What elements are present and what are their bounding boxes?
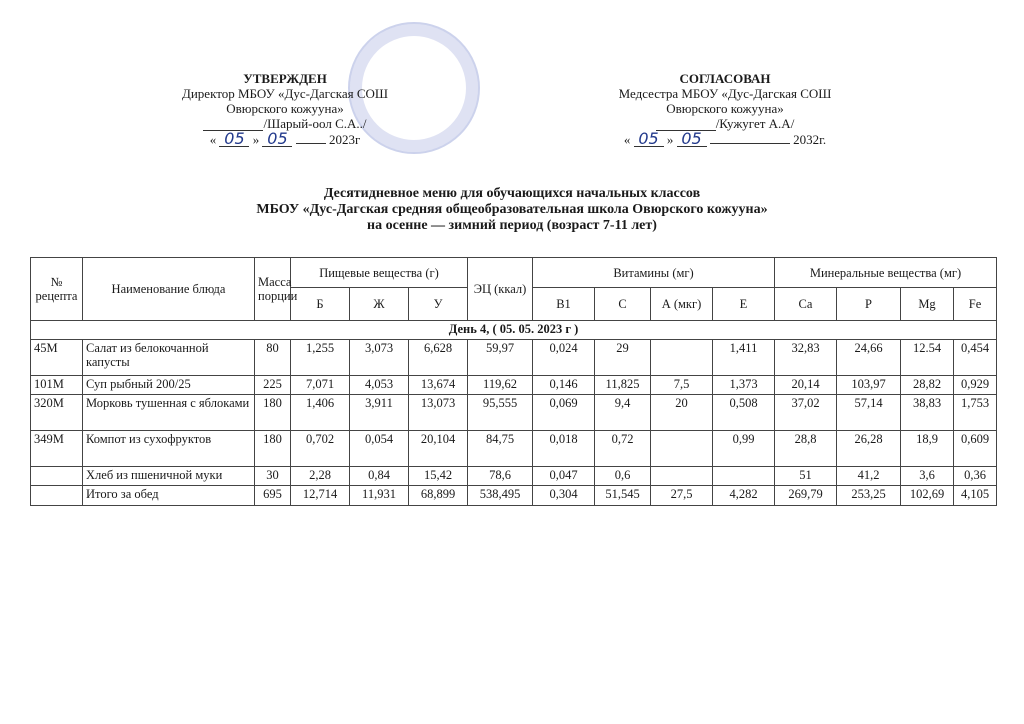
approval-date bbox=[160, 131, 410, 147]
cell-fe: 0,929 bbox=[954, 376, 997, 395]
cell-b: 1,255 bbox=[291, 340, 350, 376]
cell-c: 29 bbox=[595, 340, 651, 376]
header-vitamins: Витамины (мг) bbox=[533, 258, 775, 288]
date-month: 05 bbox=[677, 131, 707, 147]
cell-e bbox=[713, 467, 775, 486]
cell-p: 57,14 bbox=[837, 395, 901, 431]
cell-name: Итого за обед bbox=[83, 486, 255, 506]
cell-mass: 695 bbox=[255, 486, 291, 506]
cell-fe: 0,454 bbox=[954, 340, 997, 376]
header-u: У bbox=[409, 288, 468, 321]
day-label: День 4, ( 05. 05. 2023 г ) bbox=[31, 321, 997, 340]
cell-u: 20,104 bbox=[409, 431, 468, 467]
signer-name: /Шарый-оол С.А../ bbox=[263, 116, 367, 131]
cell-a bbox=[651, 340, 713, 376]
header-energy: ЭЦ (ккал) bbox=[468, 258, 533, 321]
cell-c: 11,825 bbox=[595, 376, 651, 395]
cell-zh: 0,84 bbox=[350, 467, 409, 486]
cell-p: 24,66 bbox=[837, 340, 901, 376]
cell-code bbox=[31, 467, 83, 486]
header-b1: В1 bbox=[533, 288, 595, 321]
header-a: А (мкг) bbox=[651, 288, 713, 321]
approval-signature-line bbox=[585, 116, 865, 131]
cell-b: 0,702 bbox=[291, 431, 350, 467]
menu-table bbox=[30, 257, 997, 506]
table-row bbox=[31, 486, 997, 506]
cell-ec: 119,62 bbox=[468, 376, 533, 395]
cell-c: 9,4 bbox=[595, 395, 651, 431]
cell-name: Салат из белокочанной капусты bbox=[83, 340, 255, 376]
cell-zh: 11,931 bbox=[350, 486, 409, 506]
cell-ec: 84,75 bbox=[468, 431, 533, 467]
header-ca: Са bbox=[775, 288, 837, 321]
cell-u: 68,899 bbox=[409, 486, 468, 506]
cell-ca: 37,02 bbox=[775, 395, 837, 431]
cell-name: Суп рыбный 200/25 bbox=[83, 376, 255, 395]
cell-b1: 0,024 bbox=[533, 340, 595, 376]
cell-fe: 0,36 bbox=[954, 467, 997, 486]
cell-ca: 20,14 bbox=[775, 376, 837, 395]
cell-p: 253,25 bbox=[837, 486, 901, 506]
cell-mass: 80 bbox=[255, 340, 291, 376]
cell-p: 26,28 bbox=[837, 431, 901, 467]
cell-fe: 4,105 bbox=[954, 486, 997, 506]
cell-b: 7,071 bbox=[291, 376, 350, 395]
date-year: 2023г bbox=[328, 132, 361, 147]
cell-c: 51,545 bbox=[595, 486, 651, 506]
cell-a bbox=[651, 431, 713, 467]
approval-line: Овюрского кожууна» bbox=[666, 101, 784, 116]
cell-a: 27,5 bbox=[651, 486, 713, 506]
header-fe: Fe bbox=[954, 288, 997, 321]
title-line: МБОУ «Дус-Дагская средняя общеобразовательная школа Овюрского кожууна» bbox=[256, 202, 768, 217]
cell-mg: 28,82 bbox=[901, 376, 954, 395]
approval-heading: СОГЛАСОВАН bbox=[679, 71, 771, 86]
date-blank bbox=[296, 143, 326, 144]
document-title bbox=[0, 186, 1024, 234]
table-row bbox=[31, 376, 997, 395]
cell-b: 2,28 bbox=[291, 467, 350, 486]
cell-ca: 32,83 bbox=[775, 340, 837, 376]
cell-b1: 0,018 bbox=[533, 431, 595, 467]
cell-ca: 269,79 bbox=[775, 486, 837, 506]
cell-u: 6,628 bbox=[409, 340, 468, 376]
cell-code: 101М bbox=[31, 376, 83, 395]
approval-line: Директор МБОУ «Дус-Дагская СОШ bbox=[181, 86, 389, 101]
header-c: С bbox=[595, 288, 651, 321]
cell-mass: 180 bbox=[255, 395, 291, 431]
approval-heading: УТВЕРЖДЕН bbox=[243, 71, 327, 86]
quote-mark: « bbox=[623, 132, 631, 147]
header-nutrients: Пищевые вещества (г) bbox=[291, 258, 468, 288]
cell-b1: 0,069 bbox=[533, 395, 595, 431]
date-month: 05 bbox=[262, 131, 292, 147]
cell-code bbox=[31, 486, 83, 506]
header-minerals: Минеральные вещества (мг) bbox=[775, 258, 997, 288]
cell-name: Морковь тушенная с яблоками bbox=[83, 395, 255, 431]
date-day: 05 bbox=[219, 131, 249, 147]
header-b: Б bbox=[291, 288, 350, 321]
header-p: Р bbox=[837, 288, 901, 321]
date-year: 2032г. bbox=[793, 132, 827, 147]
cell-zh: 3,911 bbox=[350, 395, 409, 431]
title-line: на осенне — зимний период (возраст 7-11 лет) bbox=[367, 218, 657, 233]
header-dish: Наименование блюда bbox=[83, 258, 255, 321]
cell-u: 15,42 bbox=[409, 467, 468, 486]
date-day: 05 bbox=[634, 131, 664, 147]
cell-ca: 28,8 bbox=[775, 431, 837, 467]
header-mg: Mg bbox=[901, 288, 954, 321]
cell-mg: 3,6 bbox=[901, 467, 954, 486]
header-recipe: № рецепта bbox=[31, 258, 83, 321]
cell-b1: 0,304 bbox=[533, 486, 595, 506]
quote-mark: « bbox=[209, 132, 217, 147]
cell-fe: 0,609 bbox=[954, 431, 997, 467]
approval-line: Медсестра МБОУ «Дус-Дагская СОШ bbox=[618, 86, 832, 101]
cell-ec: 95,555 bbox=[468, 395, 533, 431]
cell-b: 12,714 bbox=[291, 486, 350, 506]
table-row bbox=[31, 467, 997, 486]
cell-name: Хлеб из пшеничной муки bbox=[83, 467, 255, 486]
header-zh: Ж bbox=[350, 288, 409, 321]
approval-date bbox=[585, 131, 865, 147]
cell-a: 7,5 bbox=[651, 376, 713, 395]
cell-p: 41,2 bbox=[837, 467, 901, 486]
cell-mass: 180 bbox=[255, 431, 291, 467]
cell-zh: 3,073 bbox=[350, 340, 409, 376]
table-row bbox=[31, 395, 997, 431]
approval-line: Овюрского кожууна» bbox=[226, 101, 344, 116]
cell-b1: 0,047 bbox=[533, 467, 595, 486]
date-blank bbox=[710, 143, 790, 144]
quote-mark: » bbox=[252, 132, 260, 147]
cell-ec: 78,6 bbox=[468, 467, 533, 486]
cell-mass: 30 bbox=[255, 467, 291, 486]
header-mass: Масса порции bbox=[255, 258, 291, 321]
cell-e: 0,508 bbox=[713, 395, 775, 431]
table-row bbox=[31, 340, 997, 376]
cell-e: 1,373 bbox=[713, 376, 775, 395]
cell-fe: 1,753 bbox=[954, 395, 997, 431]
cell-mg: 12.54 bbox=[901, 340, 954, 376]
cell-e: 4,282 bbox=[713, 486, 775, 506]
cell-ec: 538,495 bbox=[468, 486, 533, 506]
cell-code: 45М bbox=[31, 340, 83, 376]
cell-a bbox=[651, 467, 713, 486]
cell-ec: 59,97 bbox=[468, 340, 533, 376]
header-e: Е bbox=[713, 288, 775, 321]
signer-name: /Кужугет А.А/ bbox=[715, 116, 795, 131]
cell-b1: 0,146 bbox=[533, 376, 595, 395]
quote-mark: » bbox=[666, 132, 674, 147]
cell-mass: 225 bbox=[255, 376, 291, 395]
cell-e: 0,99 bbox=[713, 431, 775, 467]
cell-c: 0,72 bbox=[595, 431, 651, 467]
cell-u: 13,674 bbox=[409, 376, 468, 395]
cell-mg: 18,9 bbox=[901, 431, 954, 467]
table-row bbox=[31, 431, 997, 467]
cell-zh: 0,054 bbox=[350, 431, 409, 467]
cell-mg: 102,69 bbox=[901, 486, 954, 506]
cell-a: 20 bbox=[651, 395, 713, 431]
title-line: Десятидневное меню для обучающихся начальных классов bbox=[323, 186, 701, 201]
cell-c: 0,6 bbox=[595, 467, 651, 486]
cell-mg: 38,83 bbox=[901, 395, 954, 431]
cell-b: 1,406 bbox=[291, 395, 350, 431]
cell-code: 320М bbox=[31, 395, 83, 431]
cell-e: 1,411 bbox=[713, 340, 775, 376]
cell-name: Компот из сухофруктов bbox=[83, 431, 255, 467]
cell-ca: 51 bbox=[775, 467, 837, 486]
cell-zh: 4,053 bbox=[350, 376, 409, 395]
cell-u: 13,073 bbox=[409, 395, 468, 431]
approval-block-right bbox=[585, 71, 865, 147]
approval-block-left bbox=[160, 71, 410, 147]
cell-p: 103,97 bbox=[837, 376, 901, 395]
cell-code: 349М bbox=[31, 431, 83, 467]
